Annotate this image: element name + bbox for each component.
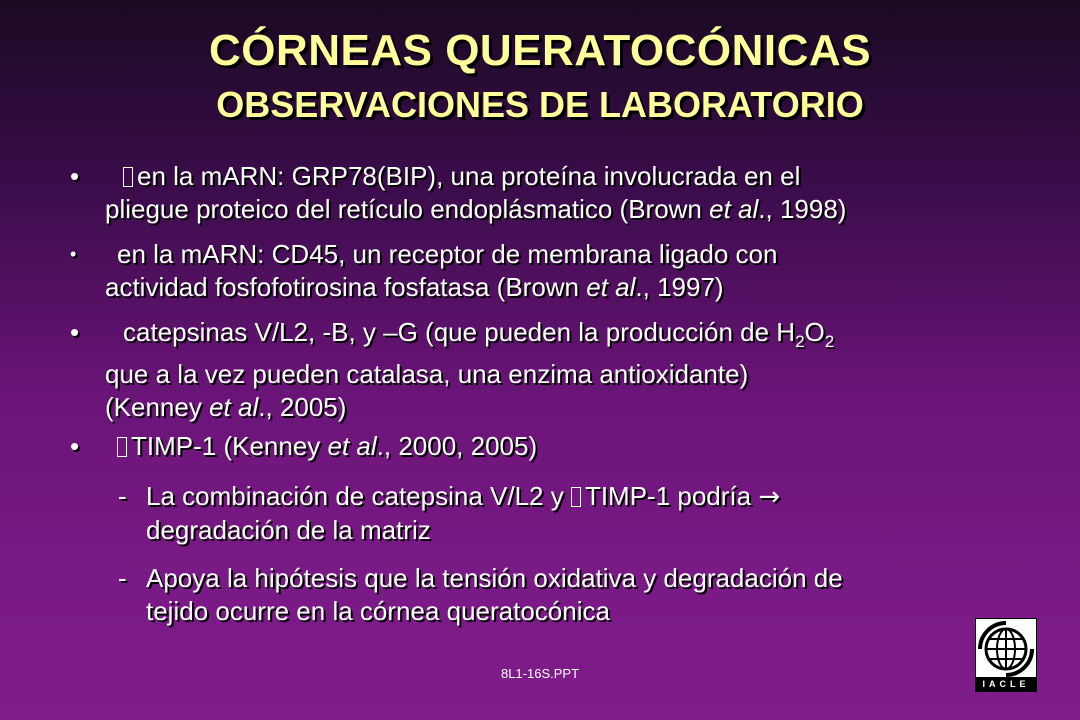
logo-letters: IACLE	[976, 677, 1036, 691]
iacle-logo	[975, 618, 1037, 692]
bullet-marker: •	[70, 431, 80, 461]
bullet-marker: •	[70, 244, 77, 264]
missing-symbol-icon	[571, 487, 581, 507]
missing-symbol-icon	[117, 437, 127, 457]
dash-marker: -	[118, 481, 127, 511]
slide-title: CÓRNEAS QUERATOCÓNICAS	[208, 26, 872, 75]
missing-symbol-icon	[123, 167, 133, 187]
slide-body: • en la mARN: GRP78(BIP), una proteína involucrada en el pliegue proteico del retículo endoplásmatico (Brown et al., 1998) • en la mARN: CD45, un receptor de membrana ligado con actividad fosfofotirosina fosfatasa (Brown et al., 1997) • catepsinas V/L2, -B, y –G (que pueden la producción de $H_2O_2$ que a la vez pueden catalasa, una enzima antioxidante) (Kenney et al., 2005) • TIMP-1 (Kenney et al., 2000, 2005) - La combinación de catepsina V/L2 y TIMP-1 podría → degradación de la matriz - Apoya la hipótesis que la tensión oxidativa y degradación de tejido ocurre en la córnea queratocónica	[70, 161, 847, 626]
dash-marker: -	[118, 563, 127, 593]
slide-footer: 8L1-16S.PPT	[500, 666, 580, 681]
right-arrow-icon: →	[758, 482, 781, 512]
globe-icon	[976, 619, 1036, 677]
slide-subtitle: OBSERVACIONES DE LABORATORIO	[216, 84, 864, 125]
bullet-marker: •	[70, 317, 80, 347]
bullet-marker: •	[70, 161, 80, 191]
